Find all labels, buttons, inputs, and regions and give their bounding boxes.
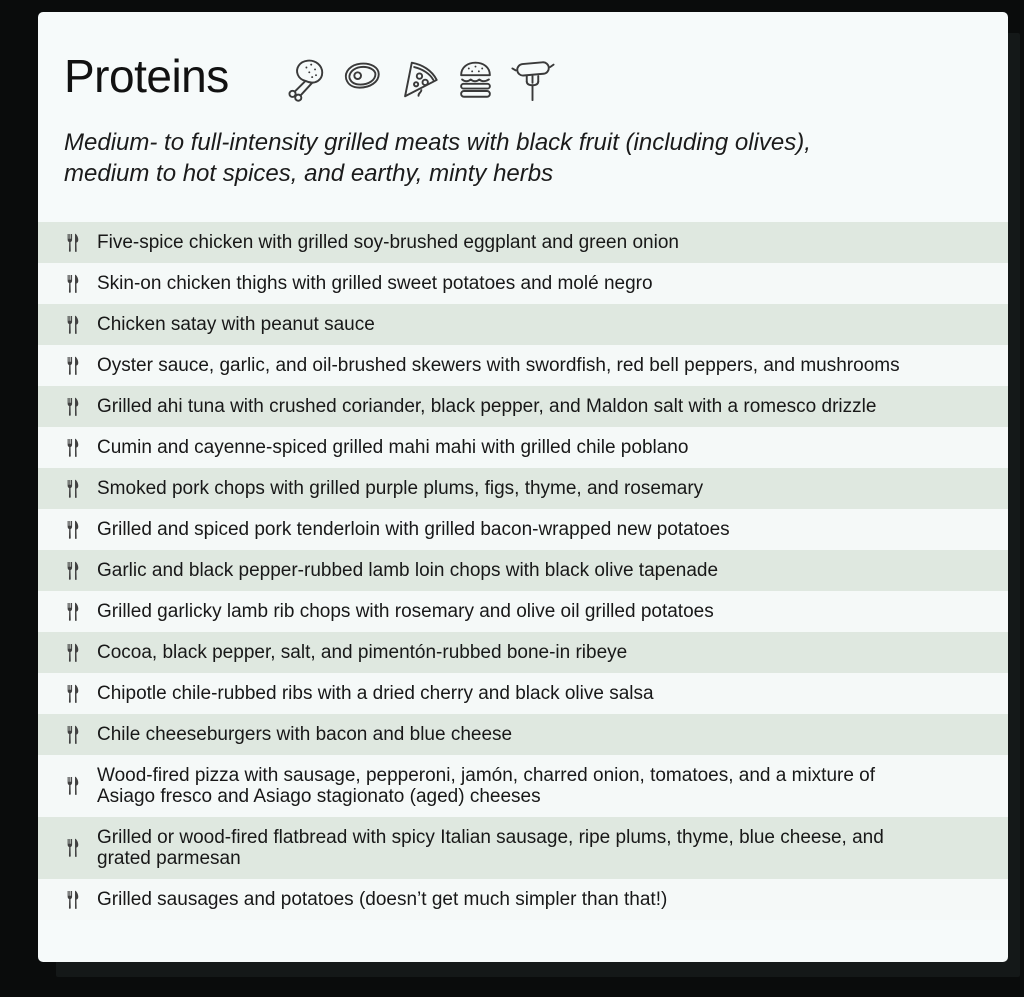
list-item bbox=[38, 468, 1008, 509]
fork-and-knife-icon bbox=[66, 837, 80, 859]
list-item-text: Garlic and black pepper-rubbed lamb loin chops with black olive tapenade bbox=[97, 559, 719, 581]
fork-and-knife-icon bbox=[66, 889, 80, 911]
fork-and-knife-icon bbox=[66, 601, 80, 623]
list-item-text: Oyster sauce, garlic, and oil-brushed skewers with swordfish, red bell peppers, and mushrooms bbox=[97, 354, 900, 376]
list-item-text: Five-spice chicken with grilled soy-brushed eggplant and green onion bbox=[97, 231, 679, 253]
subtitle: Medium- to full-intensity grilled meats with black fruit (including olives), medium to hot spices, and earthy, minty herbs bbox=[64, 129, 811, 187]
list-item-text: Chile cheeseburgers with bacon and blue cheese bbox=[97, 723, 513, 745]
list-item-text: Grilled ahi tuna with crushed coriander, black pepper, and Maldon salt with a romesco drizzle bbox=[97, 395, 877, 417]
list-item-text: Grilled garlicky lamb rib chops with rosemary and olive oil grilled potatoes bbox=[97, 600, 714, 622]
list-item bbox=[38, 714, 1008, 755]
list-item bbox=[38, 879, 1008, 920]
list-item bbox=[38, 509, 1008, 550]
list-item-text: Grilled or wood-fired flatbread with spicy Italian sausage, ripe plums, thyme, blue cheese, and grated parmesan bbox=[97, 826, 884, 869]
drumstick-icon bbox=[281, 56, 328, 102]
list-item-text: Skin-on chicken thighs with grilled sweet potatoes and molé negro bbox=[97, 272, 653, 294]
fork-and-knife-icon bbox=[66, 519, 80, 541]
header bbox=[38, 12, 1008, 189]
fork-and-knife-icon bbox=[66, 724, 80, 746]
fork-and-knife-icon bbox=[66, 232, 80, 254]
list-item-text: Cocoa, black pepper, salt, and pimentón-rubbed bone-in ribeye bbox=[97, 641, 628, 663]
fork-and-knife-icon bbox=[66, 396, 80, 418]
proteins-card bbox=[38, 12, 1008, 962]
food-icon-row bbox=[281, 56, 556, 102]
list-item bbox=[38, 263, 1008, 304]
list-item bbox=[38, 222, 1008, 263]
fork-and-knife-icon bbox=[66, 683, 80, 705]
list-item-text: Grilled sausages and potatoes (doesn’t get much simpler than that!) bbox=[97, 888, 668, 910]
fork-and-knife-icon bbox=[66, 437, 80, 459]
list-item bbox=[38, 550, 1008, 591]
list-item bbox=[38, 673, 1008, 714]
list-item-text: Grilled and spiced pork tenderloin with grilled bacon-wrapped new potatoes bbox=[97, 518, 730, 540]
steak-icon bbox=[338, 56, 385, 102]
page-title: Proteins bbox=[64, 49, 229, 102]
list-item-text: Chipotle chile-rubbed ribs with a dried cherry and black olive salsa bbox=[97, 682, 654, 704]
fork-and-knife-icon bbox=[66, 642, 80, 664]
list-item bbox=[38, 386, 1008, 427]
list-item-text: Chicken satay with peanut sauce bbox=[97, 313, 375, 335]
pizza-slice-icon bbox=[395, 56, 442, 102]
list-item bbox=[38, 591, 1008, 632]
list-item-text: Cumin and cayenne-spiced grilled mahi mahi with grilled chile poblano bbox=[97, 436, 689, 458]
fork-and-knife-icon bbox=[66, 355, 80, 377]
hamburger-icon bbox=[452, 56, 499, 102]
list-item-text: Smoked pork chops with grilled purple plums, figs, thyme, and rosemary bbox=[97, 477, 704, 499]
list-item bbox=[38, 304, 1008, 345]
list-item bbox=[38, 345, 1008, 386]
list-item bbox=[38, 817, 1008, 879]
fork-and-knife-icon bbox=[66, 314, 80, 336]
fork-and-knife-icon bbox=[66, 560, 80, 582]
list-item bbox=[38, 632, 1008, 673]
protein-list bbox=[38, 222, 1008, 920]
fork-and-knife-icon bbox=[66, 775, 80, 797]
list-item-text: Wood-fired pizza with sausage, pepperoni, jamón, charred onion, tomatoes, and a mixture of Asiago fresco and Asiago stagionato (aged) cheeses bbox=[97, 764, 876, 807]
fork-and-knife-icon bbox=[66, 273, 80, 295]
list-item bbox=[38, 755, 1008, 817]
list-item bbox=[38, 427, 1008, 468]
sausage-on-fork-icon bbox=[509, 56, 556, 102]
fork-and-knife-icon bbox=[66, 478, 80, 500]
